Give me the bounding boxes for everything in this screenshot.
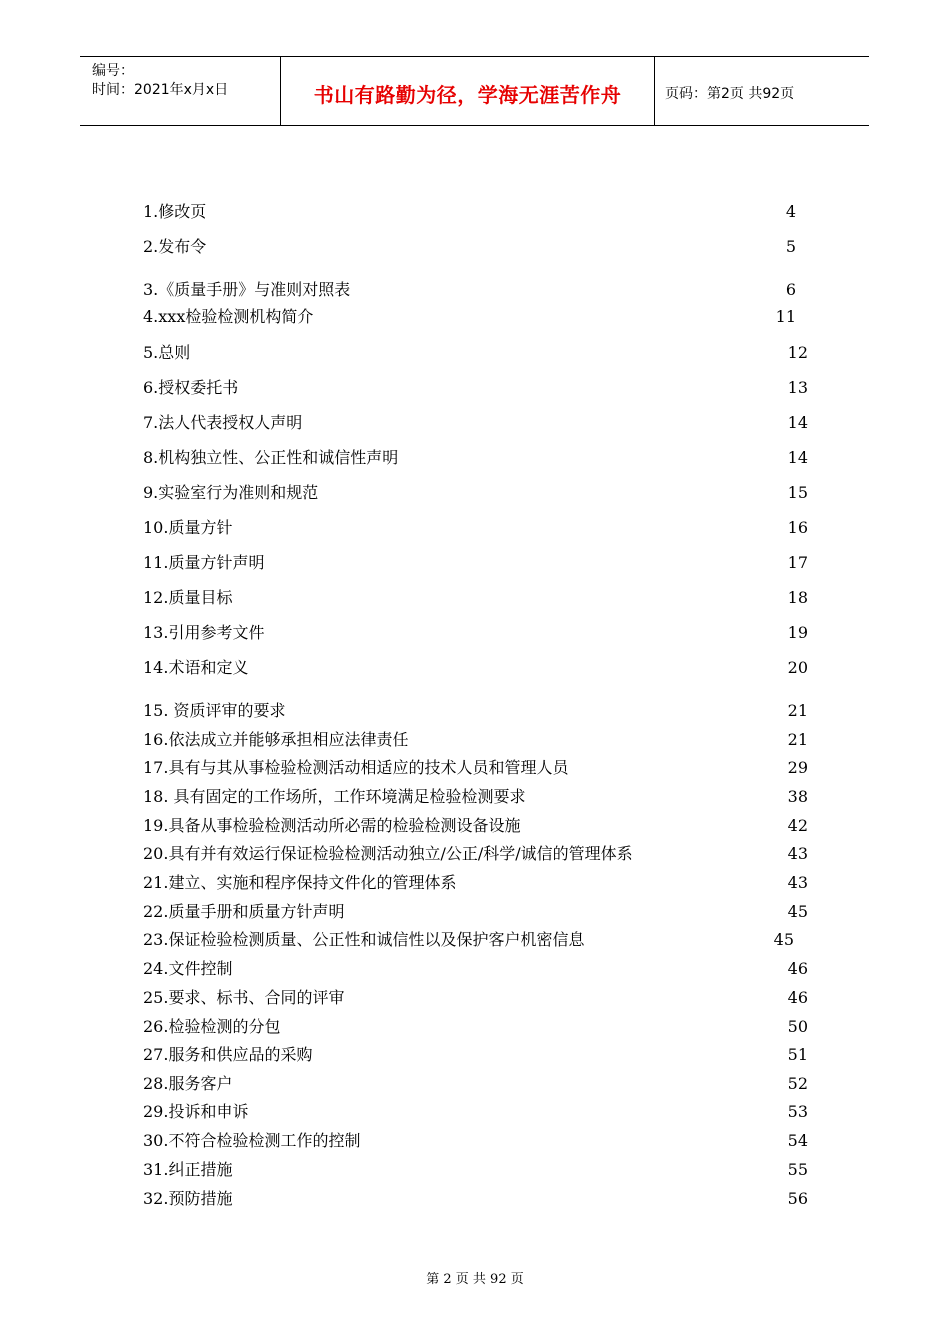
toc-entry-title: 1.修改页 bbox=[143, 202, 207, 221]
toc-entry-page: 54 bbox=[787, 1131, 808, 1150]
toc-entry-page: 29 bbox=[787, 758, 808, 777]
toc-entry-title: 31.纠正措施 bbox=[143, 1160, 233, 1179]
toc-entry-page: 45 bbox=[787, 902, 808, 921]
toc-entry-title: 14.术语和定义 bbox=[143, 658, 249, 677]
toc-entry-title: 11.质量方针声明 bbox=[143, 553, 265, 572]
toc-entry-title: 2.发布令 bbox=[143, 237, 207, 256]
toc-entry-title: 29.投诉和申诉 bbox=[143, 1102, 249, 1121]
toc-entry bbox=[143, 1100, 808, 1124]
toc-entry bbox=[143, 278, 808, 302]
toc-entry-page: 6 bbox=[785, 280, 796, 299]
motto-text: 书山有路勤为径，学海无涯苦作舟 bbox=[313, 83, 622, 107]
toc-entry-title: 24.文件控制 bbox=[143, 959, 233, 978]
toc-entry bbox=[143, 446, 808, 470]
toc-entry bbox=[143, 551, 808, 575]
toc-entry bbox=[143, 785, 808, 809]
toc-entry-title: 19.具备从事检验检测活动所必需的检验检测设备设施 bbox=[143, 816, 521, 835]
toc-entry bbox=[143, 1072, 808, 1096]
toc-entry-page: 12 bbox=[787, 343, 808, 362]
toc-entry-page: 53 bbox=[787, 1102, 808, 1121]
toc-entry bbox=[143, 1129, 808, 1153]
toc-entry-title: 30.不符合检验检测工作的控制 bbox=[143, 1131, 361, 1150]
toc-entry-page: 43 bbox=[787, 873, 808, 892]
toc-entry-page: 43 bbox=[787, 844, 808, 863]
toc-entry bbox=[143, 235, 808, 259]
toc-entry bbox=[143, 756, 808, 780]
toc-entry-title: 13.引用参考文件 bbox=[143, 623, 265, 642]
toc-entry-page: 17 bbox=[787, 553, 808, 572]
toc-entry bbox=[143, 305, 808, 329]
toc-entry bbox=[143, 481, 808, 505]
toc-entry-page: 45 bbox=[773, 930, 794, 949]
document-time-label: 时间：2021年x月x日 bbox=[92, 82, 229, 98]
toc-entry bbox=[143, 1043, 808, 1067]
toc-entry-page: 16 bbox=[787, 518, 808, 537]
toc-entry-title: 28.服务客户 bbox=[143, 1074, 233, 1093]
toc-entry-title: 9.实验室行为准则和规范 bbox=[143, 483, 319, 502]
toc-entry-page: 52 bbox=[787, 1074, 808, 1093]
toc-entry-page: 46 bbox=[787, 988, 808, 1007]
toc-entry bbox=[143, 842, 808, 866]
toc-entry-page: 46 bbox=[787, 959, 808, 978]
toc-entry-page: 55 bbox=[787, 1160, 808, 1179]
toc-entry bbox=[143, 699, 808, 723]
toc-entry-title: 22.质量手册和质量方针声明 bbox=[143, 902, 345, 921]
toc-entry bbox=[143, 1015, 808, 1039]
toc-entry bbox=[143, 586, 808, 610]
toc-entry-title: 7.法人代表授权人声明 bbox=[143, 413, 303, 432]
toc-entry bbox=[143, 871, 808, 895]
toc-entry-page: 56 bbox=[787, 1189, 808, 1208]
toc-entry-page: 51 bbox=[787, 1045, 808, 1064]
toc-entry-title: 20.具有并有效运行保证检验检测活动独立/公正/科学/诚信的管理体系 bbox=[143, 844, 633, 863]
toc-entry bbox=[143, 957, 808, 981]
toc-entry-page: 21 bbox=[787, 701, 808, 720]
toc-entry-title: 3.《质量手册》与准则对照表 bbox=[143, 280, 351, 299]
toc-entry-title: 27.服务和供应品的采购 bbox=[143, 1045, 313, 1064]
toc-entry-title: 21.建立、实施和程序保持文件化的管理体系 bbox=[143, 873, 457, 892]
toc-entry-title: 16.依法成立并能够承担相应法律责任 bbox=[143, 730, 409, 749]
page-footer: 第 2 页 共 92 页 bbox=[426, 1272, 524, 1287]
toc-entry-page: 19 bbox=[787, 623, 808, 642]
toc-entry-page: 11 bbox=[775, 307, 796, 326]
toc-entry-page: 4 bbox=[785, 202, 796, 221]
toc-entry-page: 15 bbox=[787, 483, 808, 502]
toc-entry bbox=[143, 411, 808, 435]
toc-entry-title: 23.保证检验检测质量、公正性和诚信性以及保护客户机密信息 bbox=[143, 930, 585, 949]
toc-entry bbox=[143, 1187, 808, 1211]
toc-entry-page: 13 bbox=[787, 378, 808, 397]
toc-entry bbox=[143, 728, 808, 752]
toc-entry-title: 17.具有与其从事检验检测活动相适应的技术人员和管理人员 bbox=[143, 758, 569, 777]
toc-entry bbox=[143, 928, 808, 952]
toc-entry-page: 42 bbox=[787, 816, 808, 835]
toc-entry bbox=[143, 200, 808, 224]
toc-entry bbox=[143, 621, 808, 645]
page-info: 页码：第2页 共92页 bbox=[665, 86, 795, 102]
toc-entry-title: 12.质量目标 bbox=[143, 588, 233, 607]
toc-entry-title: 5.总则 bbox=[143, 343, 191, 362]
toc-entry bbox=[143, 516, 808, 540]
toc-entry-page: 20 bbox=[787, 658, 808, 677]
toc-entry-title: 18. 具有固定的工作场所，工作环境满足检验检测要求 bbox=[143, 787, 526, 806]
toc-entry bbox=[143, 341, 808, 365]
toc-entry-page: 14 bbox=[787, 448, 808, 467]
document-number-label: 编号： bbox=[92, 63, 134, 79]
toc-entry-title: 6.授权委托书 bbox=[143, 378, 239, 397]
toc-entry-title: 32.预防措施 bbox=[143, 1189, 233, 1208]
toc-entry-title: 15. 资质评审的要求 bbox=[143, 701, 286, 720]
toc-entry bbox=[143, 1158, 808, 1182]
toc-entry bbox=[143, 814, 808, 838]
toc-entry bbox=[143, 900, 808, 924]
toc-entry-page: 50 bbox=[787, 1017, 808, 1036]
toc-entry-title: 26.检验检测的分包 bbox=[143, 1017, 281, 1036]
toc-entry bbox=[143, 986, 808, 1010]
toc-entry bbox=[143, 656, 808, 680]
toc-entry bbox=[143, 376, 808, 400]
toc-entry-title: 10.质量方针 bbox=[143, 518, 233, 537]
toc-entry-title: 25.要求、标书、合同的评审 bbox=[143, 988, 345, 1007]
toc-entry-page: 21 bbox=[787, 730, 808, 749]
toc-entry-page: 14 bbox=[787, 413, 808, 432]
toc-entry-page: 18 bbox=[787, 588, 808, 607]
toc-entry-page: 5 bbox=[785, 237, 796, 256]
toc-entry-title: 8.机构独立性、公正性和诚信性声明 bbox=[143, 448, 399, 467]
toc-entry-title: 4.xxx检验检测机构简介 bbox=[143, 307, 314, 326]
toc-entry-page: 38 bbox=[787, 787, 808, 806]
